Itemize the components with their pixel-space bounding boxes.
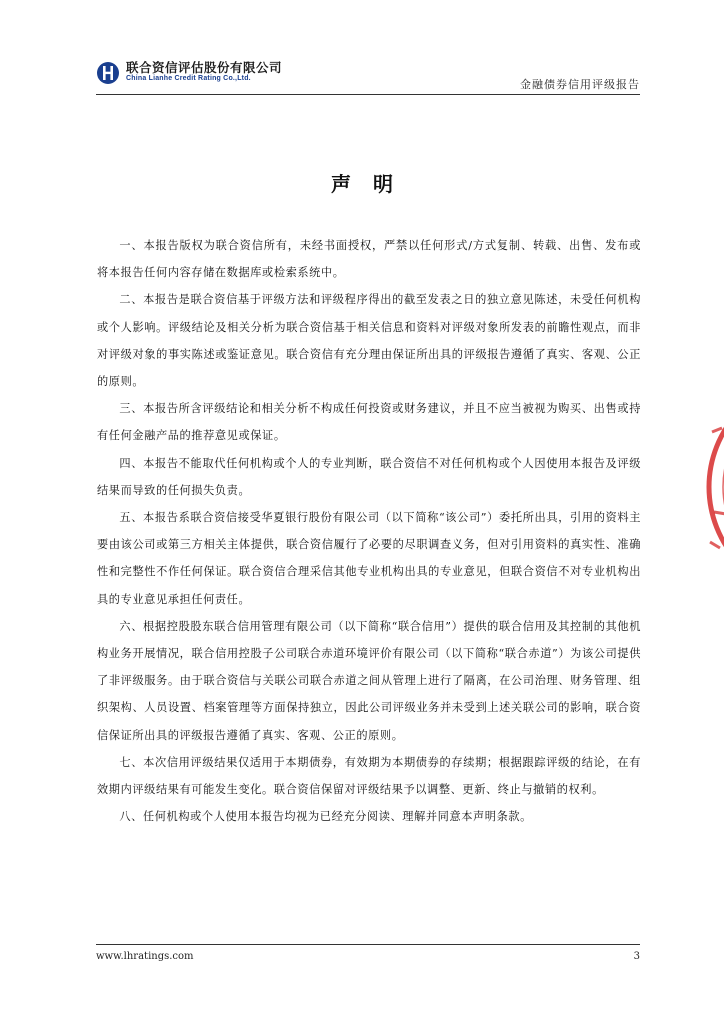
company-name-en: China Lianhe Credit Rating Co.,Ltd. — [126, 75, 251, 82]
paragraph-4: 四、本报告不能取代任何机构或个人的专业判断，联合资信不对任何机构或个人因使用本报告及评级结果而导致的任何损失负责。 — [97, 456, 641, 497]
paragraph-3: 三、本报告所含评级结论和相关分析不构成任何投资或财务建议，并且不应当被视为购买、出售或持有任何金融产品的推荐意见或保证。 — [97, 402, 641, 443]
statement-body — [97, 232, 641, 830]
document-type: 金融债券信用评级报告 — [520, 78, 640, 91]
footer-divider — [96, 944, 640, 945]
paragraph-5: 五、本报告系联合资信接受华夏银行股份有限公司（以下简称“该公司”）委托所出具，引用的资料主要由该公司或第三方相关主体提供，联合资信履行了必要的尽职调查义务，但对引用资料的真实性、准确性和完整性不作任何保证。联合资信合理采信其他专业机构出具的专业意见，但联合资信不对专业机构出具的专业意见承担任何责任。 — [97, 511, 641, 606]
lianhe-logo-icon — [96, 61, 120, 85]
paragraph-7: 七、本次信用评级结果仅适用于本期债券，有效期为本期债券的存续期；根据跟踪评级的结论，在有效期内评级结果有可能发生变化。联合资信保留对评级结果予以调整、更新、终止与撤销的权利。 — [97, 755, 641, 797]
header-divider — [96, 94, 640, 95]
page-title: 声明 — [331, 172, 415, 196]
paragraph-6: 六、根据控股股东联合信用管理有限公司（以下简称“联合信用”）提供的联合信用及其控制的其他机构业务开展情况，联合信用控股子公司联合赤道环境评价有限公司（以下简称“联合赤道”）为该公司提供了非评级服务。由于联合资信与关联公司联合赤道之间从管理上进行了隔离，在公司治理、财务管理、组织架构、人员设置、档案管理等方面保持独立，因此公司评级业务并未受到上述关联公司的影响，联合资信保证所出具的评级报告遵循了真实、客观、公正的原则。 — [97, 619, 641, 742]
page-number: 3 — [633, 951, 640, 962]
paragraph-1: 一、本报告版权为联合资信所有，未经书面授权，严禁以任何形式/方式复制、转载、出售、发布或将本报告任何内容存储在数据库或检索系统中。 — [97, 239, 641, 280]
paragraph-8: 八、任何机构或个人使用本报告均视为已经充分阅读、理解并同意本声明条款。 — [119, 810, 532, 824]
paragraph-2: 二、本报告是联合资信基于评级方法和评级程序得出的截至发表之日的独立意见陈述，未受任何机构或个人影响。评级结论及相关分析为联合资信基于相关信息和资料对评级对象所发表的前瞻性观点，而非对评级对象的事实陈述或鉴证意见。联合资信有充分理由保证所出具的评级报告遵循了真实、客观、公正的原则。 — [97, 293, 641, 389]
page-header — [96, 58, 640, 94]
footer-website: www.lhratings.com — [96, 951, 194, 962]
company-name-cn: 联合资信评估股份有限公司 — [126, 60, 283, 75]
red-seal-stamp — [704, 372, 724, 602]
